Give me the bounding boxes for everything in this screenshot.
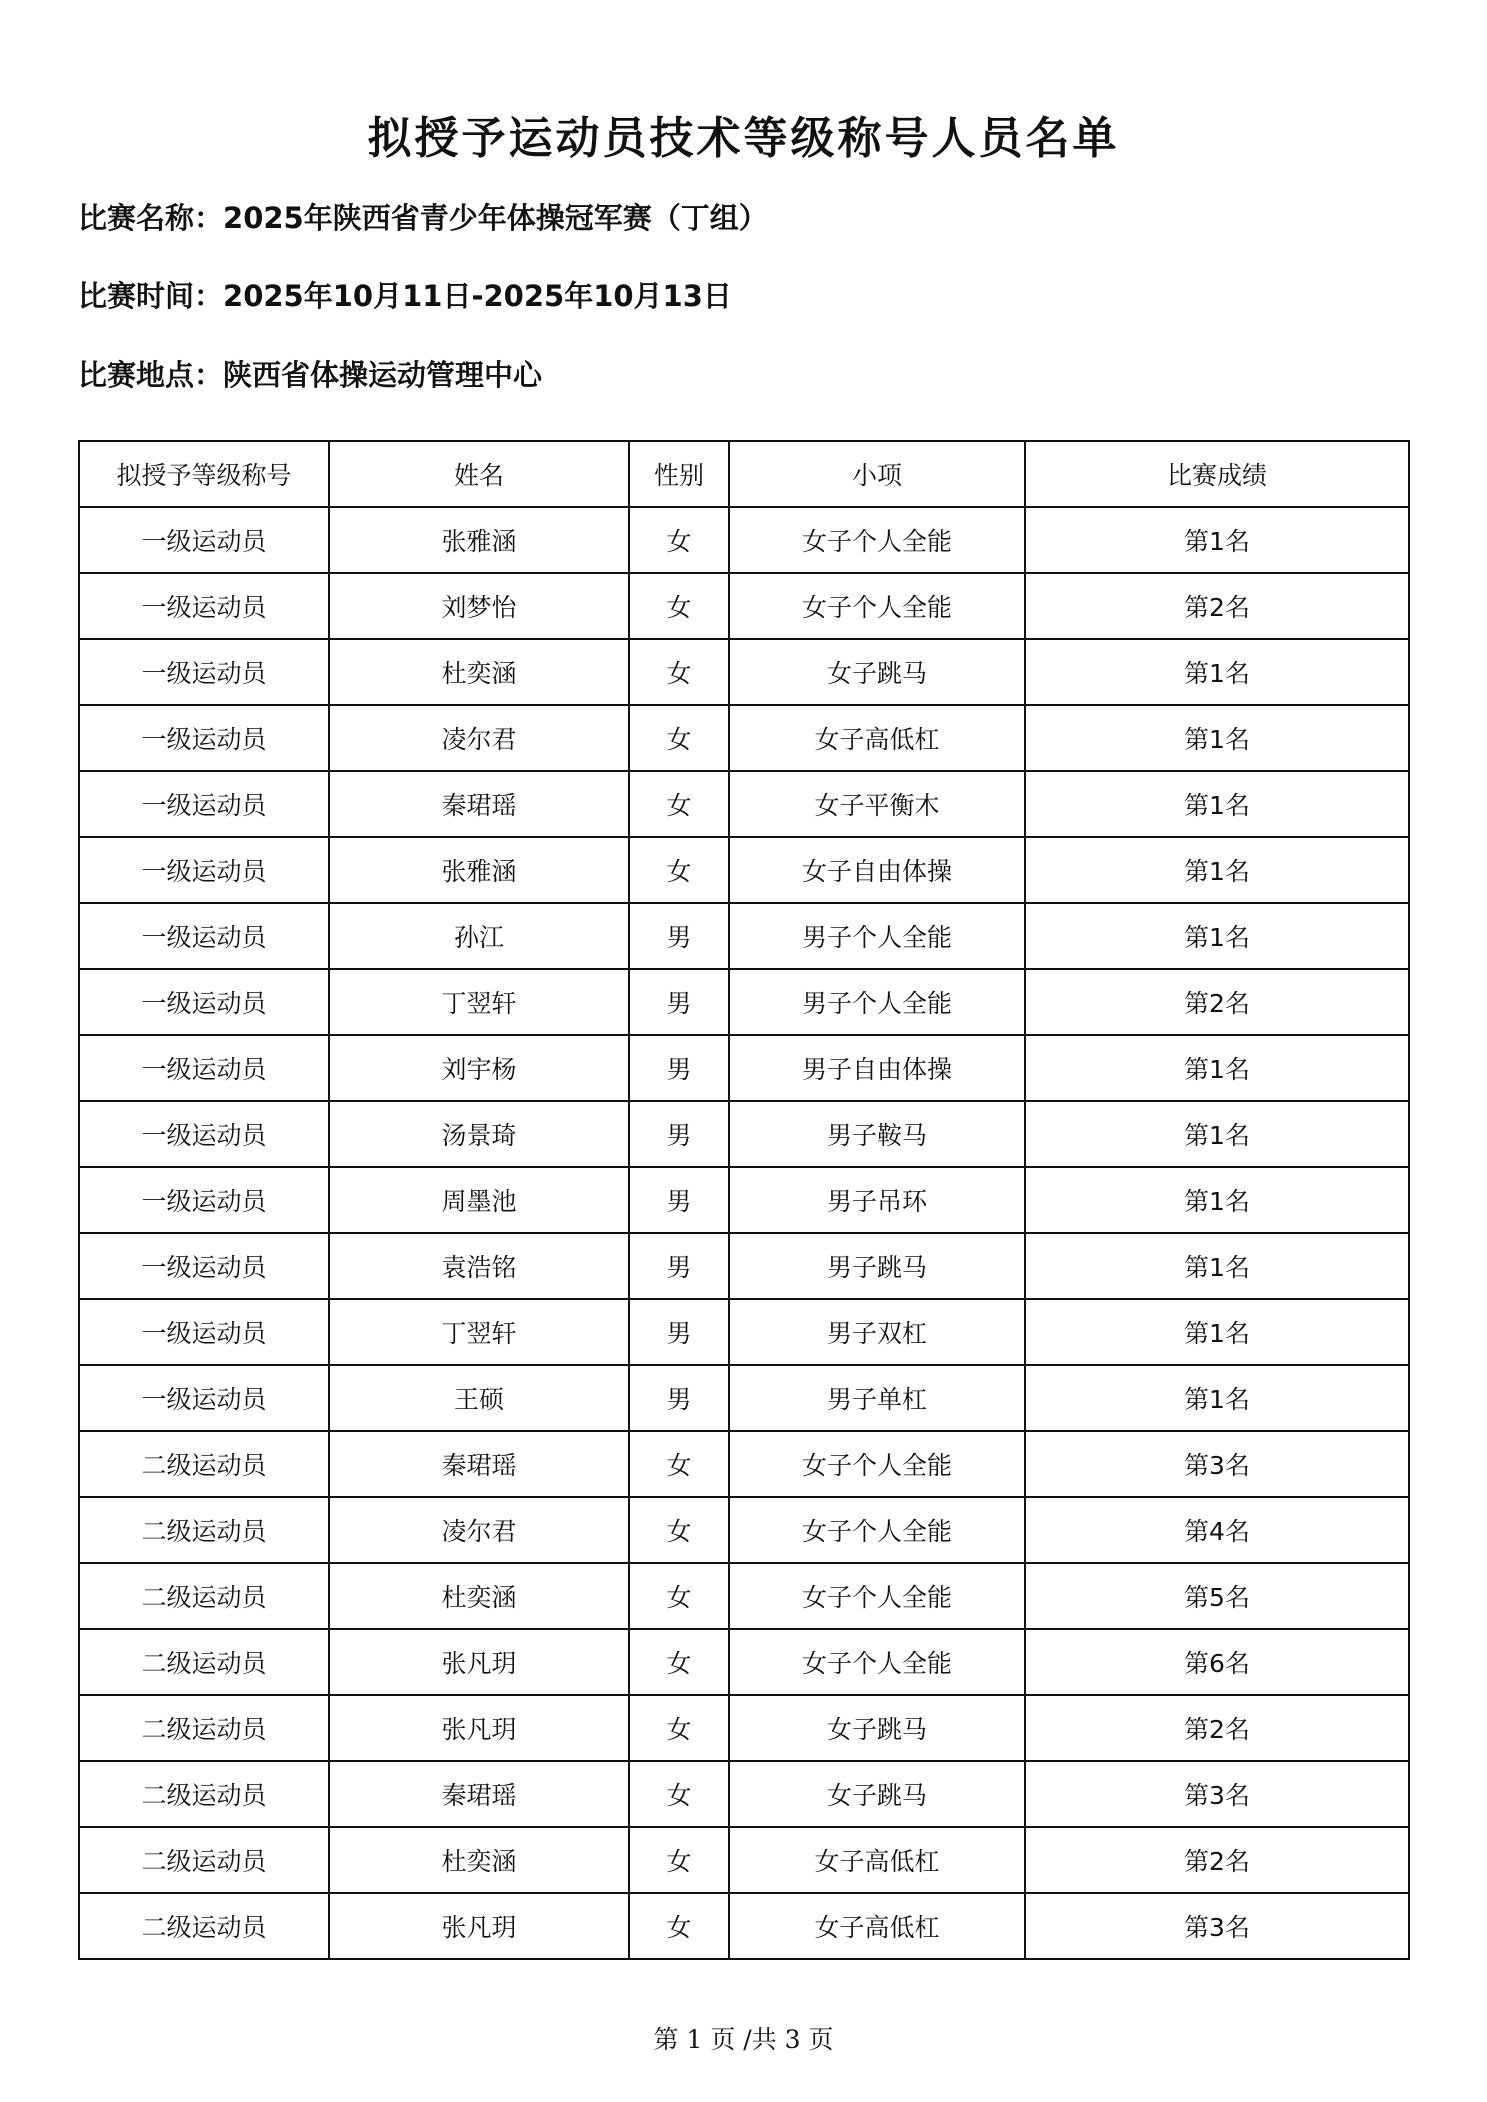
cell-name: 凌尔君 — [329, 705, 629, 771]
cell-event: 男子双杠 — [729, 1299, 1025, 1365]
cell-sex: 女 — [629, 1761, 729, 1827]
cell-result: 第1名 — [1025, 1233, 1409, 1299]
cell-sex: 男 — [629, 1233, 729, 1299]
cell-result: 第3名 — [1025, 1893, 1409, 1959]
table-row — [79, 1365, 1409, 1431]
cell-event: 女子个人全能 — [729, 1563, 1025, 1629]
cell-level: 一级运动员 — [79, 1101, 329, 1167]
meta-label: 比赛名称： — [78, 201, 224, 235]
table-row — [79, 1827, 1409, 1893]
cell-event: 女子平衡木 — [729, 771, 1025, 837]
cell-event: 男子单杠 — [729, 1365, 1025, 1431]
page-title: 拟授予运动员技术等级称号人员名单 — [367, 113, 1120, 164]
cell-level: 一级运动员 — [79, 639, 329, 705]
cell-result: 第1名 — [1025, 507, 1409, 573]
cell-name: 杜奕涵 — [329, 1827, 629, 1893]
cell-result: 第3名 — [1025, 1761, 1409, 1827]
cell-name: 秦珺瑶 — [329, 1761, 629, 1827]
header-event: 小项 — [729, 441, 1025, 507]
table-row — [79, 903, 1409, 969]
header-name: 姓名 — [329, 441, 629, 507]
table-row — [79, 1563, 1409, 1629]
cell-level: 二级运动员 — [79, 1827, 329, 1893]
cell-sex: 男 — [629, 1365, 729, 1431]
cell-level: 二级运动员 — [79, 1893, 329, 1959]
table-row — [79, 771, 1409, 837]
cell-level: 一级运动员 — [79, 1365, 329, 1431]
cell-sex: 女 — [629, 1431, 729, 1497]
cell-level: 一级运动员 — [79, 1035, 329, 1101]
cell-level: 二级运动员 — [79, 1563, 329, 1629]
cell-event: 女子个人全能 — [729, 1497, 1025, 1563]
cell-sex: 女 — [629, 1497, 729, 1563]
cell-result: 第2名 — [1025, 969, 1409, 1035]
cell-result: 第1名 — [1025, 837, 1409, 903]
cell-sex: 男 — [629, 1101, 729, 1167]
cell-level: 二级运动员 — [79, 1761, 329, 1827]
cell-event: 女子自由体操 — [729, 837, 1025, 903]
cell-result: 第2名 — [1025, 1827, 1409, 1893]
table-row — [79, 1761, 1409, 1827]
cell-result: 第1名 — [1025, 1299, 1409, 1365]
cell-name: 丁翌轩 — [329, 1299, 629, 1365]
cell-sex: 男 — [629, 969, 729, 1035]
table-row — [79, 837, 1409, 903]
cell-name: 张凡玥 — [329, 1695, 629, 1761]
cell-sex: 女 — [629, 705, 729, 771]
cell-event: 女子高低杠 — [729, 1827, 1025, 1893]
cell-name: 刘宇杨 — [329, 1035, 629, 1101]
cell-sex: 女 — [629, 1695, 729, 1761]
table-row — [79, 1695, 1409, 1761]
cell-level: 一级运动员 — [79, 903, 329, 969]
header-sex: 性别 — [629, 441, 729, 507]
cell-result: 第1名 — [1025, 705, 1409, 771]
cell-event: 女子个人全能 — [729, 507, 1025, 573]
cell-sex: 女 — [629, 771, 729, 837]
cell-event: 男子鞍马 — [729, 1101, 1025, 1167]
cell-name: 丁翌轩 — [329, 969, 629, 1035]
cell-result: 第6名 — [1025, 1629, 1409, 1695]
cell-name: 王硕 — [329, 1365, 629, 1431]
cell-event: 女子高低杠 — [729, 1893, 1025, 1959]
cell-sex: 女 — [629, 1827, 729, 1893]
meta-label: 比赛地点： — [78, 358, 224, 392]
header-level: 拟授予等级称号 — [79, 441, 329, 507]
cell-result: 第3名 — [1025, 1431, 1409, 1497]
page-number: 第 1 页 /共 3 页 — [653, 2025, 834, 2054]
cell-name: 孙江 — [329, 903, 629, 969]
cell-sex: 女 — [629, 639, 729, 705]
table-row — [79, 1035, 1409, 1101]
table-row — [79, 1431, 1409, 1497]
cell-level: 一级运动员 — [79, 837, 329, 903]
cell-level: 一级运动员 — [79, 1233, 329, 1299]
cell-event: 女子跳马 — [729, 1695, 1025, 1761]
cell-name: 杜奕涵 — [329, 639, 629, 705]
meta-label: 比赛时间： — [78, 279, 224, 313]
cell-result: 第1名 — [1025, 771, 1409, 837]
cell-event: 男子个人全能 — [729, 969, 1025, 1035]
cell-result: 第1名 — [1025, 639, 1409, 705]
cell-event: 男子个人全能 — [729, 903, 1025, 969]
cell-result: 第5名 — [1025, 1563, 1409, 1629]
cell-level: 一级运动员 — [79, 705, 329, 771]
cell-sex: 男 — [629, 1035, 729, 1101]
cell-name: 凌尔君 — [329, 1497, 629, 1563]
table-row — [79, 1101, 1409, 1167]
cell-event: 女子个人全能 — [729, 1629, 1025, 1695]
athlete-roster-table — [78, 440, 1410, 1960]
cell-sex: 女 — [629, 1563, 729, 1629]
table-row — [79, 639, 1409, 705]
cell-level: 二级运动员 — [79, 1695, 329, 1761]
cell-level: 一级运动员 — [79, 573, 329, 639]
cell-result: 第4名 — [1025, 1497, 1409, 1563]
cell-name: 张雅涵 — [329, 507, 629, 573]
cell-level: 一级运动员 — [79, 1299, 329, 1365]
cell-level: 一级运动员 — [79, 969, 329, 1035]
cell-event: 女子跳马 — [729, 1761, 1025, 1827]
cell-name: 袁浩铭 — [329, 1233, 629, 1299]
cell-sex: 男 — [629, 1299, 729, 1365]
cell-level: 二级运动员 — [79, 1629, 329, 1695]
cell-result: 第1名 — [1025, 1365, 1409, 1431]
table-row — [79, 969, 1409, 1035]
competition-date-line — [78, 274, 732, 315]
cell-level: 二级运动员 — [79, 1497, 329, 1563]
meta-value: 2025年10月11日-2025年10月13日 — [223, 279, 732, 313]
cell-sex: 女 — [629, 1893, 729, 1959]
meta-value: 陕西省体操运动管理中心 — [223, 358, 543, 392]
table-row — [79, 1299, 1409, 1365]
cell-event: 女子个人全能 — [729, 1431, 1025, 1497]
cell-level: 一级运动员 — [79, 1167, 329, 1233]
table-row — [79, 1497, 1409, 1563]
cell-event: 女子高低杠 — [729, 705, 1025, 771]
cell-level: 二级运动员 — [79, 1431, 329, 1497]
table-body — [79, 507, 1409, 1959]
cell-sex: 女 — [629, 573, 729, 639]
cell-name: 秦珺瑶 — [329, 1431, 629, 1497]
cell-result: 第1名 — [1025, 903, 1409, 969]
competition-name-line — [78, 196, 768, 237]
cell-name: 周墨池 — [329, 1167, 629, 1233]
cell-event: 男子自由体操 — [729, 1035, 1025, 1101]
cell-sex: 男 — [629, 903, 729, 969]
cell-sex: 女 — [629, 1629, 729, 1695]
cell-name: 刘梦怡 — [329, 573, 629, 639]
table-row — [79, 1167, 1409, 1233]
header-result: 比赛成绩 — [1025, 441, 1409, 507]
cell-event: 女子跳马 — [729, 639, 1025, 705]
table-row — [79, 507, 1409, 573]
cell-name: 张雅涵 — [329, 837, 629, 903]
cell-event: 男子吊环 — [729, 1167, 1025, 1233]
cell-level: 一级运动员 — [79, 507, 329, 573]
cell-name: 杜奕涵 — [329, 1563, 629, 1629]
table-header-row — [79, 441, 1409, 507]
cell-result: 第1名 — [1025, 1035, 1409, 1101]
cell-event: 男子跳马 — [729, 1233, 1025, 1299]
cell-level: 一级运动员 — [79, 771, 329, 837]
cell-name: 汤景琦 — [329, 1101, 629, 1167]
cell-sex: 女 — [629, 837, 729, 903]
cell-event: 女子个人全能 — [729, 573, 1025, 639]
cell-name: 张凡玥 — [329, 1629, 629, 1695]
table-row — [79, 573, 1409, 639]
cell-sex: 女 — [629, 507, 729, 573]
table-row — [79, 1233, 1409, 1299]
cell-sex: 男 — [629, 1167, 729, 1233]
cell-result: 第1名 — [1025, 1101, 1409, 1167]
cell-name: 张凡玥 — [329, 1893, 629, 1959]
table-row — [79, 1893, 1409, 1959]
cell-result: 第1名 — [1025, 1167, 1409, 1233]
meta-value: 2025年陕西省青少年体操冠军赛（丁组） — [223, 201, 768, 235]
cell-result: 第2名 — [1025, 1695, 1409, 1761]
competition-venue-line — [78, 353, 542, 394]
table-row — [79, 1629, 1409, 1695]
table-row — [79, 705, 1409, 771]
cell-name: 秦珺瑶 — [329, 771, 629, 837]
cell-result: 第2名 — [1025, 573, 1409, 639]
